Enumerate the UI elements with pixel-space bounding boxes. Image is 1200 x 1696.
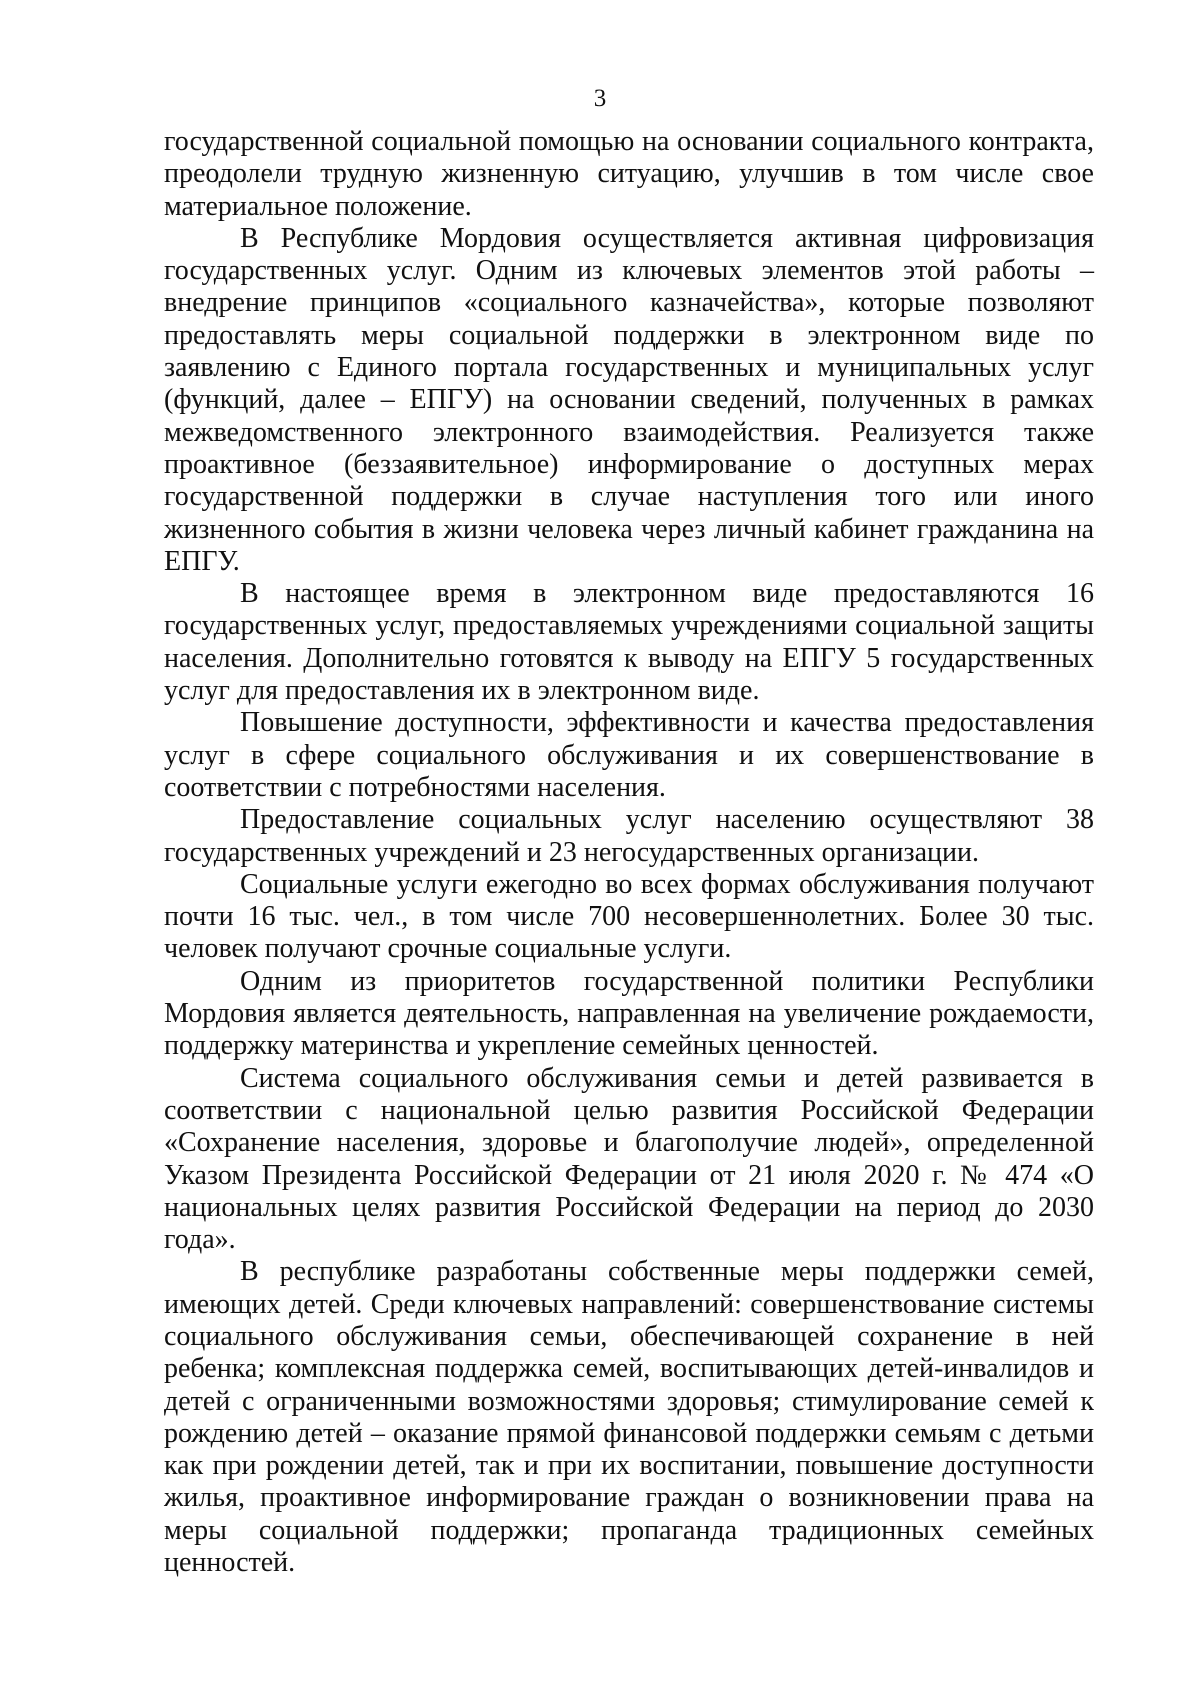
- paragraph-institutions: Предоставление социальных услуг населению осуществляют 38 государственных учреждений и 23 негосударственных организации.: [164, 804, 1094, 868]
- paragraph-family-support: В республике разработаны собственные меры поддержки семей, имеющих детей. Среди ключевых направлений: совершенствование системы социального обслуживания семьи, обеспечивающей сохранение в ней ребенка; комплексная поддержка семей, воспитывающих детей-инвалидов и детей с ограниченными возможностями здоровья; стимулирование семей к рождению детей – оказание прямой финансовой поддержки семьям с детьми как при рождении детей, так и при их воспитании, повышение доступности жилья, проактивное информирование граждан о возникновении права на меры социальной поддержки; пропаганда традиционных семейных ценностей.: [164, 1256, 1094, 1579]
- page-number: 3: [593, 85, 607, 112]
- paragraph-electronic-services: В настоящее время в электронном виде предоставляются 16 государственных услуг, предоставляемых учреждениями социальной защиты населения. Дополнительно готовятся к выводу на ЕПГУ 5 государственных услуг для предоставления их в электронном виде.: [164, 578, 1094, 707]
- paragraph-accessibility: Повышение доступности, эффективности и качества предоставления услуг в сфере социального обслуживания и их совершенствование в соответствии с потребностями населения.: [164, 707, 1094, 803]
- paragraph-digitalization: В Республике Мордовия осуществляется активная цифровизация государственных услуг. Одним из ключевых элементов этой работы – внедрение принципов «социального казначейства», которые позволяют предоставлять меры социальной поддержки в электронном виде по заявлению с Единого портала государственных и муниципальных услуг (функций, далее – ЕПГУ) на основании сведений, полученных в рамках межведомственного электронного взаимодействия. Реализуется также проактивное (беззаявительное) информирование о доступных мерах государственной поддержки в случае наступления того или иного жизненного события в жизни человека через личный кабинет гражданина на ЕПГУ.: [164, 222, 1094, 577]
- paragraph-family-system: Система социального обслуживания семьи и детей развивается в соответствии с национальной целью развития Российской Федерации «Сохранение населения, здоровье и благополучие людей», определенной Указом Президента Российской Федерации от 21 июля 2020 г. № 474 «О национальных целях развития Российской Федерации на период до 2030 года».: [164, 1062, 1094, 1256]
- paragraph-recipients: Социальные услуги ежегодно во всех формах обслуживания получают почти 16 тыс. чел., в том числе 700 несовершеннолетних. Более 30 тыс. человек получают срочные социальные услуги.: [164, 868, 1094, 965]
- paragraph-continuation: государственной социальной помощью на основании социального контракта, преодолели трудную жизненную ситуацию, улучшив в том числе свое материальное положение.: [164, 126, 1094, 222]
- paragraph-priorities: Одним из приоритетов государственной политики Республики Мордовия является деятельность, направленная на увеличение рождаемости, поддержку материнства и укрепление семейных ценностей.: [164, 965, 1094, 1062]
- document-body: [164, 126, 1094, 1579]
